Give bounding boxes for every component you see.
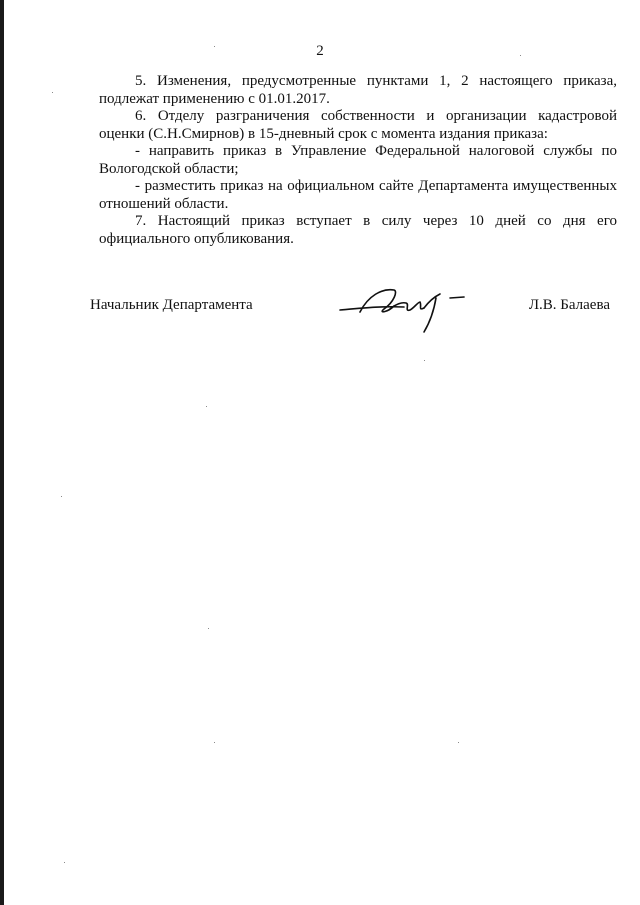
scan-speck bbox=[52, 92, 53, 93]
paragraph-6-item-2: - разместить приказ на официальном сайте Департамента имущественных отношений области. bbox=[99, 178, 617, 212]
scan-speck bbox=[208, 628, 209, 629]
paragraph-5: 5. Изменения, предусмотренные пунктами 1, 2 настоящего приказа, подлежат применению с 01.01.2017. bbox=[99, 73, 617, 107]
handwritten-signature bbox=[338, 276, 472, 338]
scan-speck bbox=[458, 742, 459, 743]
paragraph-6: 6. Отделу разграничения собственности и организации кадастровой оценки (С.Н.Смирнов) в 15-дневный срок с момента издания приказа: bbox=[99, 108, 617, 142]
scan-speck bbox=[424, 360, 425, 361]
scan-speck bbox=[520, 55, 521, 56]
scan-speck bbox=[64, 862, 65, 863]
paragraph-7: 7. Настоящий приказ вступает в силу через 10 дней со дня его официального опубликования. bbox=[99, 213, 617, 247]
signatory-title: Начальник Департамента bbox=[90, 297, 253, 313]
scan-edge bbox=[0, 0, 4, 905]
scan-speck bbox=[206, 406, 207, 407]
scan-speck bbox=[214, 46, 215, 47]
page-number: 2 bbox=[316, 43, 324, 59]
scan-speck bbox=[61, 496, 62, 497]
scan-speck bbox=[214, 742, 215, 743]
paragraph-6-item-1: - направить приказ в Управление Федеральной налоговой службы по Вологодской области; bbox=[99, 143, 617, 177]
document-body bbox=[99, 73, 617, 248]
signatory-name: Л.В. Балаева bbox=[528, 297, 610, 313]
